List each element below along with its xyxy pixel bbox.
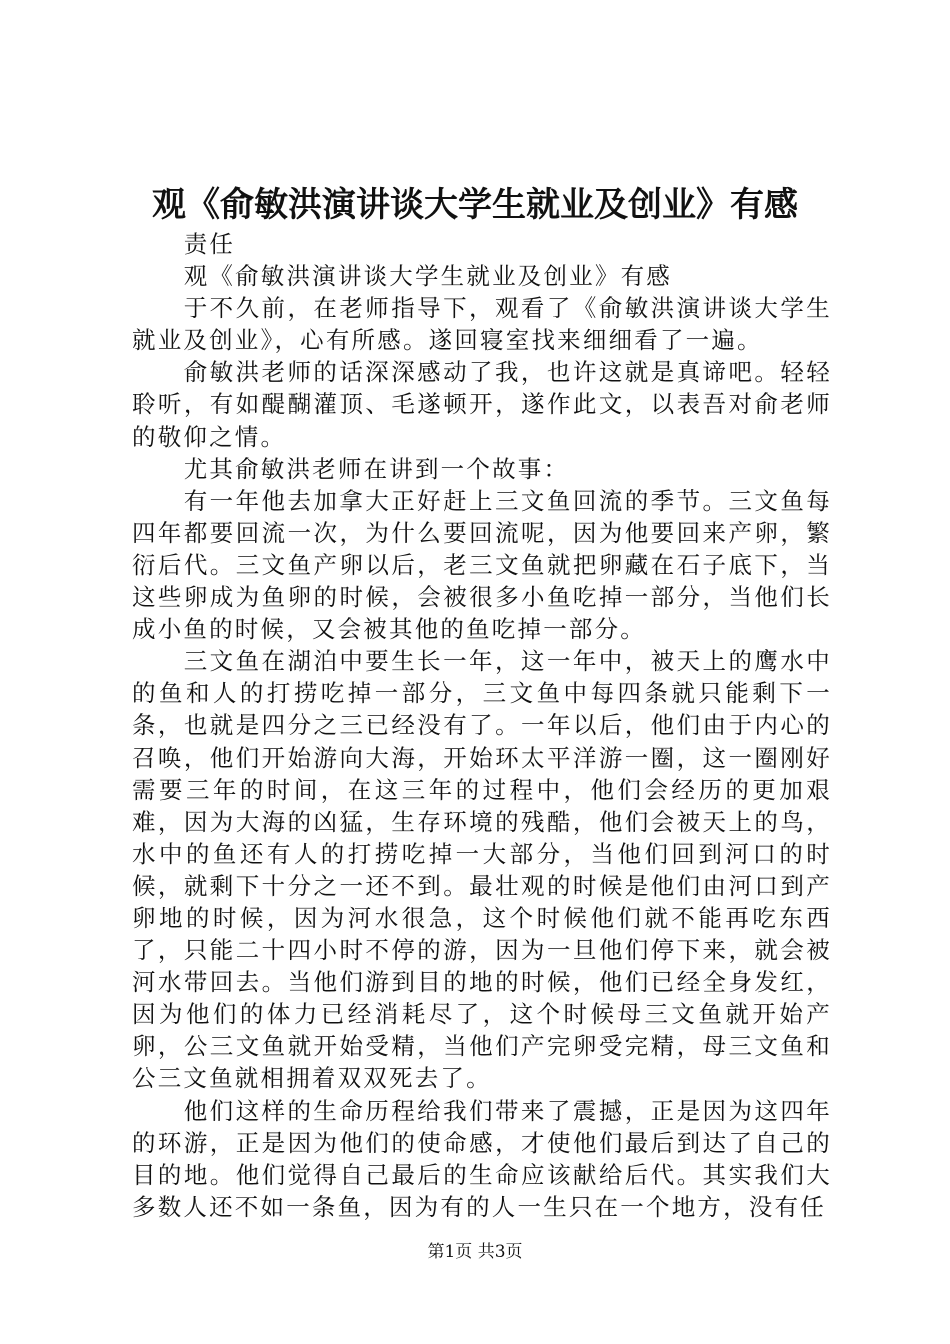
paragraph: 尤其俞敏洪老师在讲到一个故事： bbox=[183, 454, 570, 483]
document-body bbox=[132, 228, 832, 1223]
paragraph: 观《俞敏洪演讲谈大学生就业及创业》有感 bbox=[183, 262, 672, 291]
paragraph: 责任 bbox=[183, 230, 236, 258]
paragraph: 他们这样的生命历程给我们带来了震撼，正是因为这四年的环游，正是因为他们的使命感，才使他们最后到达了自己的目的地。他们觉得自己最后的生命应该献给后代。其实我们大多数人还不如一条鱼，因为有的人一生只在一个地方，没有任 bbox=[132, 1096, 832, 1221]
paragraph: 于不久前，在老师指导下，观看了《俞敏洪演讲谈大学生就业及创业》，心有所感。遂回寝室找来细细看了一遍。 bbox=[132, 294, 832, 355]
paragraph: 有一年他去加拿大正好赶上三文鱼回流的季节。三文鱼每四年都要回流一次，为什么要回流呢，因为他要回来产卵，繁衍后代。三文鱼产卵以后，老三文鱼就把卵藏在石子底下，当这些卵成为鱼卵的时候，会被很多小鱼吃掉一部分，当他们长成小鱼的时候，又会被其他的鱼吃掉一部分。 bbox=[132, 486, 832, 644]
page-number-footer: 第1页 共3页 bbox=[427, 1242, 523, 1262]
paragraph: 三文鱼在湖泊中要生长一年，这一年中，被天上的鹰水中的鱼和人的打捞吃掉一部分，三文鱼中每四条就只能剩下一条，也就是四分之三已经没有了。一年以后，他们由于内心的召唤，他们开始游向大海，开始环太平洋游一圈，这一圈刚好需要三年的时间，在这三年的过程中，他们会经历的更加艰难，因为大海的凶猛，生存环境的残酷，他们会被天上的鸟，水中的鱼还有人的打捞吃掉一大部分，当他们回到河口的时候，就剩下十分之一还不到。最壮观的时候是他们由河口到产卵地的时候，因为河水很急，这个时候他们就不能再吃东西了，只能二十四小时不停的游，因为一旦他们停下来，就会被河水带回去。当他们游到目的地的时候，他们已经全身发红，因为他们的体力已经消耗尽了，这个时候母三文鱼就开始产卵，公三文鱼就开始受精，当他们产完卵受完精，母三文鱼和公三文鱼就相拥着双双死去了。 bbox=[132, 647, 832, 1093]
document-title: 观《俞敏洪演讲谈大学生就业及创业》有感 bbox=[152, 185, 798, 225]
paragraph: 俞敏洪老师的话深深感动了我，也许这就是真谛吧。轻轻聆听，有如醍醐灌顶、毛遂顿开，遂作此文，以表吾对俞老师的敬仰之情。 bbox=[132, 358, 832, 451]
